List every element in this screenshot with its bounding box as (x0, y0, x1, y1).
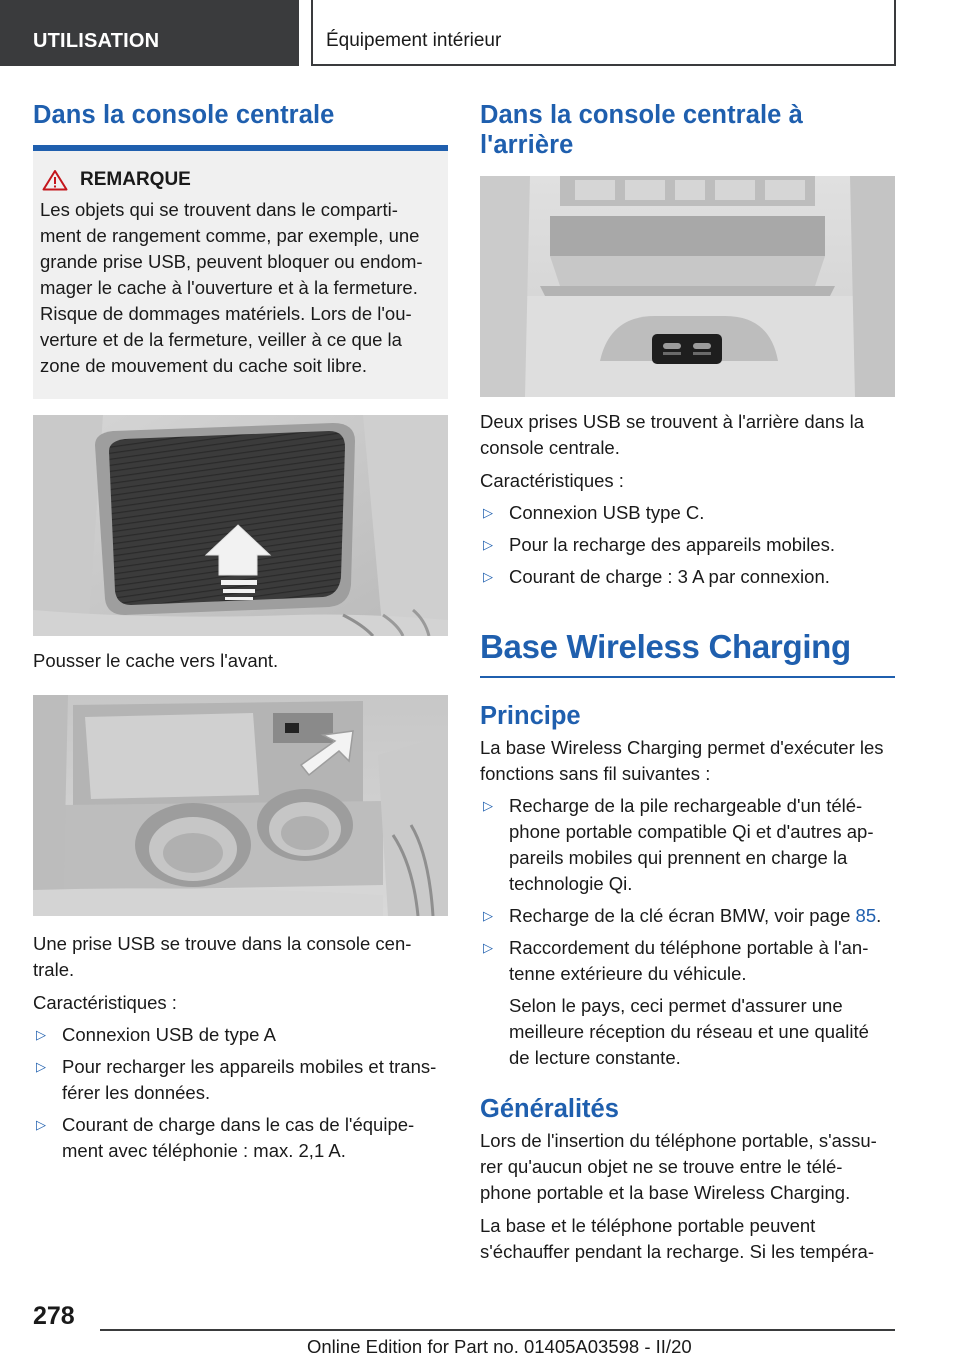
notice-header (42, 169, 436, 191)
list-item-text: Connexion USB de type A (62, 1024, 276, 1046)
header-chapter: Équipement intérieur (311, 0, 896, 66)
list-item (480, 500, 895, 526)
list-item (33, 1112, 448, 1164)
notice-line: verture et de la fermeture, veiller à ce que la (40, 329, 402, 351)
list-item-text: Pour recharger les appareils mobiles et trans‐ (62, 1056, 437, 1078)
list-item-text: phone portable compatible Qi et d'autres ap‐ (509, 821, 874, 843)
list-item-text: Selon le pays, ceci permet d'assurer une (509, 995, 843, 1017)
paragraph-line: Deux prises USB se trouvent à l'arrière dans la (480, 411, 864, 433)
paragraph-line: rer qu'aucun objet ne se trouve entre le télé‐ (480, 1156, 843, 1178)
list-item (480, 532, 895, 558)
list-item-subtext (509, 993, 895, 1071)
right-column (480, 100, 895, 1265)
page-reference-link[interactable]: 85 (855, 905, 877, 927)
features-list (480, 500, 895, 590)
section-title-console-centrale: Dans la console centrale (33, 101, 335, 129)
list-item (480, 564, 895, 590)
paragraph-line: La base Wireless Charging permet d'exécuter les (480, 737, 884, 759)
left-column (33, 100, 448, 1164)
title-line: Dans la console centrale à (480, 101, 803, 129)
list-item-text: Recharge de la pile rechargeable d'un télé‐ (509, 795, 863, 817)
caption-cover: Pousser le cache vers l'avant. (33, 650, 279, 672)
triangle-right-icon: ▷ (483, 569, 493, 585)
paragraph-line: s'échauffer pendant la recharge. Si les tempéra‐ (480, 1241, 874, 1263)
notice-line: Les objets qui se trouvent dans le comparti‐ (40, 199, 398, 221)
paragraph-line: Lors de l'insertion du téléphone portable, s'assu‐ (480, 1130, 877, 1152)
notice-line: zone de mouvement du cache soit libre. (40, 355, 368, 377)
features-label: Caractéristiques : (480, 470, 624, 492)
paragraph-line: console centrale. (480, 437, 620, 459)
list-item-text: . (876, 905, 882, 927)
list-item-text: meilleure réception du réseau et une qualité (509, 1021, 869, 1043)
list-item-text: Recharge de la clé écran BMW, voir page (509, 905, 856, 927)
notice-box (33, 151, 448, 399)
list-item (33, 1022, 448, 1048)
title-line: l'arrière (480, 131, 574, 160)
triangle-right-icon: ▷ (36, 1117, 46, 1133)
chapter-rule (480, 676, 895, 678)
notice-line: mager le cache à l'ouverture et à la fermeture. (40, 277, 418, 299)
list-item-text: Pour la recharge des appareils mobiles. (509, 534, 835, 556)
list-item-text: technologie Qi. (509, 873, 633, 895)
notice-line: grande prise USB, peuvent bloquer ou endom‐ (40, 251, 423, 273)
paragraph-line: phone portable et la base Wireless Charging. (480, 1182, 851, 1204)
list-item (33, 1054, 448, 1106)
paragraph-usb-front (33, 931, 448, 983)
photo-storage-cover (33, 415, 448, 636)
wireless-functions-list (480, 793, 895, 1071)
paragraph-line: trale. (33, 959, 75, 981)
triangle-right-icon: ▷ (483, 940, 493, 956)
triangle-right-icon: ▷ (483, 798, 493, 814)
paragraph-line: fonctions sans fil suivantes : (480, 763, 711, 785)
triangle-right-icon: ▷ (36, 1027, 46, 1043)
photo-usb-cupholder (33, 695, 448, 916)
list-item-text: pareils mobiles qui prennent en charge la (509, 847, 848, 869)
list-item-text: tenne extérieure du véhicule. (509, 963, 747, 985)
list-item (480, 935, 895, 1071)
footer-rule (100, 1329, 895, 1331)
features-list (33, 1022, 448, 1164)
list-item (480, 793, 895, 897)
page-number: 278 (33, 1302, 75, 1330)
paragraph-principe (480, 735, 895, 787)
notice-line: ment de rangement comme, par exemple, une (40, 225, 420, 247)
list-item (480, 903, 895, 929)
warning-triangle-icon (42, 169, 68, 191)
list-item-text: Courant de charge dans le cas de l'équipe‐ (62, 1114, 415, 1136)
list-item-text: Connexion USB type C. (509, 502, 705, 524)
photo-rear-usb (480, 176, 895, 397)
chapter-title-wireless-charging: Base Wireless Charging (480, 628, 851, 666)
paragraph-line: La base et le téléphone portable peuvent (480, 1215, 816, 1237)
section-title-console-arriere (480, 100, 895, 160)
paragraph-usb-rear (480, 409, 895, 461)
triangle-right-icon: ▷ (483, 505, 493, 521)
footer-edition: Online Edition for Part no. 01405A03598 - II/20 (307, 1336, 692, 1357)
paragraph-line: Une prise USB se trouve dans la console cen‐ (33, 933, 412, 955)
page-header (0, 0, 960, 66)
subsection-title-generalites: Généralités (480, 1095, 619, 1124)
list-item-text: ment avec téléphonie : max. 2,1 A. (62, 1140, 346, 1162)
list-item-text: de lecture constante. (509, 1047, 681, 1069)
triangle-right-icon: ▷ (483, 908, 493, 924)
triangle-right-icon: ▷ (36, 1059, 46, 1075)
notice-label: REMARQUE (80, 169, 191, 191)
triangle-right-icon: ▷ (483, 537, 493, 553)
notice-text (40, 197, 436, 379)
list-item-text: Courant de charge : 3 A par connexion. (509, 566, 830, 588)
paragraph-generalites-2 (480, 1213, 895, 1265)
list-item-text: férer les données. (62, 1082, 211, 1104)
list-item-text: Raccordement du téléphone portable à l'an‐ (509, 937, 869, 959)
header-section: UTILISATION (0, 0, 299, 66)
notice-line: Risque de dommages matériels. Lors de l'ou‐ (40, 303, 412, 325)
subsection-title-principe: Principe (480, 702, 581, 731)
paragraph-generalites-1 (480, 1128, 895, 1206)
features-label: Caractéristiques : (33, 992, 177, 1014)
